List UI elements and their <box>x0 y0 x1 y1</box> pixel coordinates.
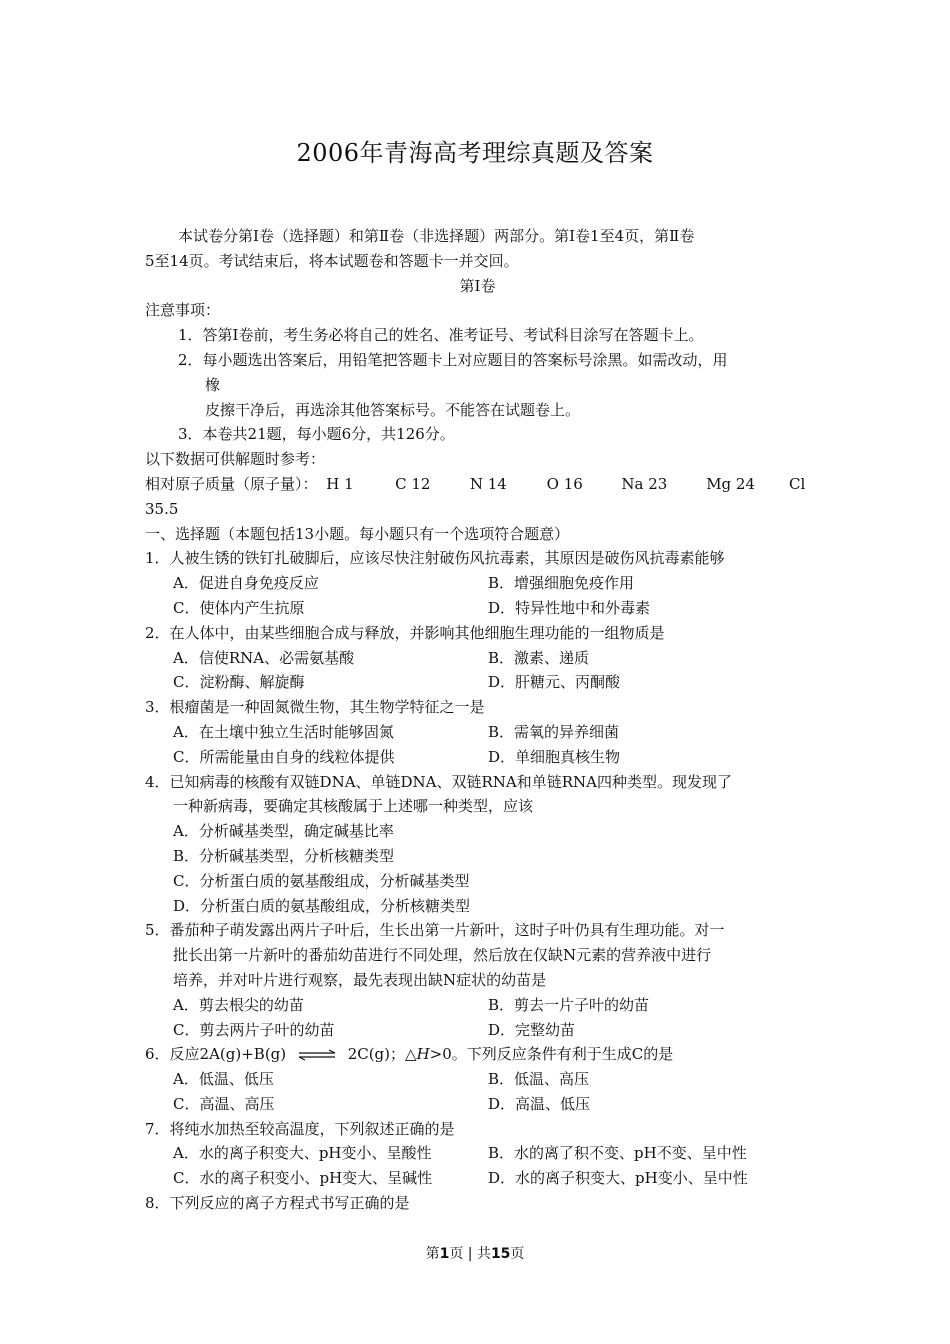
option-d: D．高温、低压 <box>488 1094 591 1113</box>
option-a: A．促进自身免疫反应 <box>173 574 319 593</box>
question-5-stem: 5．番茄种子萌发露出两片子叶后，生长出第一片新叶，这时子叶仍具有生理功能。对一 <box>145 921 725 940</box>
mass-h: H 1 <box>326 474 354 493</box>
option-d: D．完整幼苗 <box>488 1020 576 1039</box>
footer-prefix: 第 <box>425 1246 440 1262</box>
mass-cl: Cl <box>788 474 806 493</box>
question-2-options-row-2 <box>145 670 810 695</box>
option-b: B．分析碱基类型，分析核糖类型 <box>173 846 395 865</box>
reference-heading: 以下数据可供解题时参考： <box>145 450 326 469</box>
option-c: C．分析蛋白质的氨基酸组成，分析碱基类型 <box>173 871 470 890</box>
question-5-stem-cont-1: 批长出第一片新叶的番茄幼苗进行不同处理，然后放在仅缺N元素的营养液中进行 <box>173 946 712 965</box>
reaction-left: 6．反应2A(g)+B(g) <box>145 1045 287 1064</box>
question-3-stem: 3．根瘤菌是一种固氮微生物，其生物学特征之一是 <box>145 698 485 717</box>
option-c: C．使体内产生抗原 <box>173 598 305 617</box>
question-4-stem: 4．已知病毒的核酸有双链DNA、单链DNA、双链RNA和单链RNA四种类型。现发现了 <box>145 772 733 791</box>
question-2-stem: 2．在人体中，由某些细胞合成与释放，并影响其他细胞生理功能的一组物质是 <box>145 623 665 642</box>
footer-page-number: 1 <box>439 1246 450 1262</box>
question-5-options-row-2 <box>145 1018 810 1043</box>
mass-c: C 12 <box>395 474 431 493</box>
mass-o: O 16 <box>546 474 583 493</box>
option-c: C．水的离子积变小、pH变大、呈碱性 <box>173 1169 433 1188</box>
footer-mid: 页 | 共 <box>449 1246 491 1262</box>
mass-na: Na 23 <box>621 474 668 493</box>
option-a: A．在土壤中独立生活时能够固氮 <box>173 722 394 741</box>
option-c: C．高温、高压 <box>173 1094 275 1113</box>
footer-total-pages: 15 <box>490 1246 511 1262</box>
option-d: D．肝糖元、丙酮酸 <box>488 673 621 692</box>
question-1-options-row-2 <box>145 596 810 621</box>
option-c: C．剪去两片子叶的幼苗 <box>173 1020 335 1039</box>
page-footer <box>0 1243 950 1263</box>
question-8-stem: 8．下列反应的离子方程式书写正确的是 <box>145 1194 410 1213</box>
note-item-2: 2．每小题选出答案后，用铅笔把答题卡上对应题目的答案标号涂黑。如需改动，用 <box>178 350 728 369</box>
exam-body <box>145 224 810 1216</box>
intro-line-1: 本试卷分第Ⅰ卷（选择题）和第Ⅱ卷（非选择题）两部分。第Ⅰ卷1至4页，第Ⅱ卷 <box>178 227 695 245</box>
note-item-2-wrap: 橡 <box>205 375 221 394</box>
section-heading: 第Ⅰ卷 <box>459 276 496 295</box>
question-1-stem: 1．人被生锈的铁钉扎破脚后，应该尽快注射破伤风抗毒素，其原因是破伤风抗毒素能够 <box>145 549 725 568</box>
option-d: D．水的离子积变大、pH变小、呈中性 <box>488 1169 748 1188</box>
enthalpy-symbol: H <box>416 1045 430 1064</box>
mass-n: N 14 <box>469 474 507 493</box>
option-b: B．激素、递质 <box>488 648 590 667</box>
question-5-stem-cont-2: 培养，并对叶片进行观察，最先表现出缺N症状的幼苗是 <box>173 970 547 989</box>
option-d: D．单细胞真核生物 <box>488 747 621 766</box>
section-1-heading: 一、选择题（本题包括13小题。每小题只有一个选项符合题意） <box>145 524 570 543</box>
question-3-options-row-1 <box>145 720 810 745</box>
option-d: D．特异性地中和外毒素 <box>488 598 651 617</box>
atomic-mass-wrap: 35.5 <box>145 499 179 518</box>
footer-suffix: 页 <box>510 1246 525 1262</box>
option-b: B．需氧的异养细菌 <box>488 722 620 741</box>
question-6-stem <box>145 1042 810 1067</box>
note-item-1: 1．答第Ⅰ卷前，考生务必将自己的姓名、准考证号、考试科目涂写在答题卡上。 <box>178 326 704 345</box>
question-3-options-row-2 <box>145 745 810 770</box>
question-7-stem: 7．将纯水加热至较高温度，下列叙述正确的是 <box>145 1119 455 1138</box>
option-a: A．信使RNA、必需氨基酸 <box>173 648 355 667</box>
option-c: C．所需能量由自身的线粒体提供 <box>173 747 395 766</box>
option-a: A．低温、低压 <box>173 1070 274 1089</box>
option-b: B．低温、高压 <box>488 1070 590 1089</box>
option-b: B．剪去一片子叶的幼苗 <box>488 995 650 1014</box>
question-1-options-row-1 <box>145 571 810 596</box>
option-d: D．分析蛋白质的氨基酸组成，分析核糖类型 <box>173 896 471 915</box>
question-7-options-row-1 <box>145 1141 810 1166</box>
question-2-options-row-1 <box>145 646 810 671</box>
question-6-options-row-1 <box>145 1067 810 1092</box>
reaction-right: 2C(g)；△ <box>347 1045 417 1064</box>
option-a: A．水的离子积变大、pH变小、呈酸性 <box>173 1144 432 1163</box>
note-item-3: 3．本卷共21题，每小题6分，共126分。 <box>178 425 455 444</box>
question-4-stem-cont: 一种新病毒，要确定其核酸属于上述哪一种类型，应该 <box>173 797 534 816</box>
note-item-2-cont: 皮擦干净后，再选涂其他答案标号。不能答在试题卷上。 <box>205 400 581 419</box>
page-title: 2006年青海高考理综真题及答案 <box>296 139 654 167</box>
reaction-condition: >0。下列反应条件有利于生成C的是 <box>429 1045 674 1064</box>
question-5-options-row-1 <box>145 993 810 1018</box>
option-b: B．水的离了积不变、pH不变、呈中性 <box>488 1144 747 1163</box>
question-7-options-row-2 <box>145 1166 810 1191</box>
option-a: A．分析碱基类型，确定碱基比率 <box>173 822 394 841</box>
option-a: A．剪去根尖的幼苗 <box>173 995 304 1014</box>
option-b: B．增强细胞免疫作用 <box>488 574 635 593</box>
mass-mg: Mg 24 <box>706 474 756 493</box>
atomic-mass-line <box>145 472 810 497</box>
question-6-options-row-2 <box>145 1092 810 1117</box>
atomic-mass-label: 相对原子质量（原子量）： <box>145 474 318 493</box>
intro-line-2: 5至14页。考试结束后，将本试题卷和答题卡一并交回。 <box>145 251 519 270</box>
notes-heading: 注意事项： <box>145 301 221 320</box>
option-c: C．淀粉酶、解旋酶 <box>173 673 305 692</box>
equilibrium-arrow-icon <box>297 1049 337 1061</box>
